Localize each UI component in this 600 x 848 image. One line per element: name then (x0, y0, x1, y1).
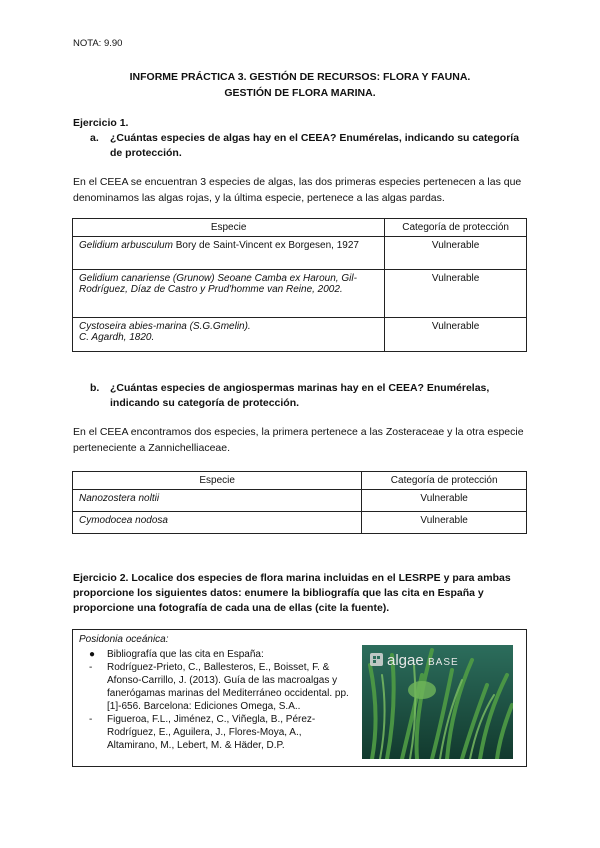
exercise-2-heading: Ejercicio 2. Localice dos especies de flora marina incluidas en el LESRPE y para ambas proporcione los siguientes datos: enumere la bibliografía que las cita en España y proporcione una fotografía de cada una de ellas (cite la fuente). (73, 572, 511, 614)
dash-marker: - (89, 662, 93, 673)
column-header-species: Especie (73, 219, 385, 237)
category-cell: Vulnerable (385, 237, 527, 270)
species-authority: C. Agardh, 1820. (79, 332, 155, 343)
species-cell (73, 237, 385, 270)
species-authority: Bory de Saint-Vincent ex Borgesen, 1927 (172, 240, 359, 251)
category-cell: Vulnerable (385, 270, 527, 318)
list-item (79, 661, 354, 713)
seagrass-photo-illustration (362, 645, 513, 759)
algaebase-logo-text: algae (387, 652, 424, 669)
algaebase-logo-suffix: BASE (428, 657, 459, 668)
exercise-1-heading: Ejercicio 1. (73, 117, 129, 129)
algae-table (72, 218, 527, 352)
question-b-text: ¿Cuántas especies de angiospermas marinas hay en el CEEA? Enumérelas, indicando su categoría de protección. (110, 382, 490, 409)
seagrass-table (72, 471, 527, 534)
table-header-row (73, 219, 527, 237)
list-item-text: Figueroa, F.L., Jiménez, C., Viñegla, B., Pérez-Rodríguez, E., Aguilera, J., Flores-Moya, A., Altamirano, M., Lebert, M. & Häder, D.P. (107, 714, 316, 751)
bullet-marker: ● (89, 649, 96, 660)
question-a-label: a. (90, 132, 99, 144)
report-title-line2: GESTIÓN DE FLORA MARINA. (224, 87, 376, 99)
question-a (90, 131, 530, 163)
table-row (73, 490, 527, 512)
list-item (79, 648, 354, 661)
table-row (73, 237, 527, 270)
question-a-text: ¿Cuántas especies de algas hay en el CEEA? Enumérelas, indicando su categoría de protección. (110, 132, 520, 159)
grade-note: NOTA: 9.90 (73, 38, 123, 49)
species-box-title: Posidonia oceánica: (79, 634, 169, 645)
list-item (79, 713, 354, 752)
species-cell (73, 318, 385, 352)
category-cell: Vulnerable (362, 512, 527, 534)
bibliography-list (79, 648, 354, 752)
category-cell: Vulnerable (362, 490, 527, 512)
question-b-label: b. (90, 382, 100, 394)
table-row (73, 270, 527, 318)
species-cell: Gelidium canariense (Grunow) Seoane Camba ex Haroun, Gil-Rodríguez, Díaz de Castro y Prud'homme van Reine, 2002. (73, 270, 385, 318)
list-item-text: Bibliografía que las cita en España: (107, 649, 264, 660)
answer-b-paragraph: En el CEEA encontramos dos especies, la primera pertenece a las Zosteraceae y la otra especie perteneciente a Zannichelliaceae. (73, 426, 524, 454)
report-title-line1: INFORME PRÁCTICA 3. GESTIÓN DE RECURSOS: FLORA Y FAUNA. (129, 71, 471, 83)
dash-marker: - (89, 714, 93, 725)
table-header-row (73, 472, 527, 490)
posidonia-photo (362, 645, 513, 759)
species-cell: Nanozostera noltii (73, 490, 362, 512)
table-row (73, 318, 527, 352)
species-box (72, 629, 527, 767)
species-cell: Cymodocea nodosa (73, 512, 362, 534)
species-name: Cystoseira abies-marina (S.G.Gmelin). (79, 321, 251, 332)
column-header-category: Categoría de protección (362, 472, 527, 490)
table-row (73, 512, 527, 534)
column-header-category: Categoría de protección (385, 219, 527, 237)
list-item-text: Rodríguez-Prieto, C., Ballesteros, E., Boisset, F. & Afonso-Carrillo, J. (2013). Guía de las macroalgas y fanerógamas marinas del Mediterráneo occidental. pp. [1]-656. Barcelona: Ediciones Omega, S.A.. (107, 662, 349, 712)
answer-a-paragraph: En el CEEA se encuentran 3 especies de algas, las dos primeras especies pertenecen a las que denominamos las algas rojas, y la última especie, pertenece a las algas pardas. (73, 176, 522, 204)
species-name: Gelidium arbusculum (79, 240, 173, 251)
category-cell: Vulnerable (385, 318, 527, 352)
question-b (90, 381, 530, 413)
column-header-species: Especie (73, 472, 362, 490)
